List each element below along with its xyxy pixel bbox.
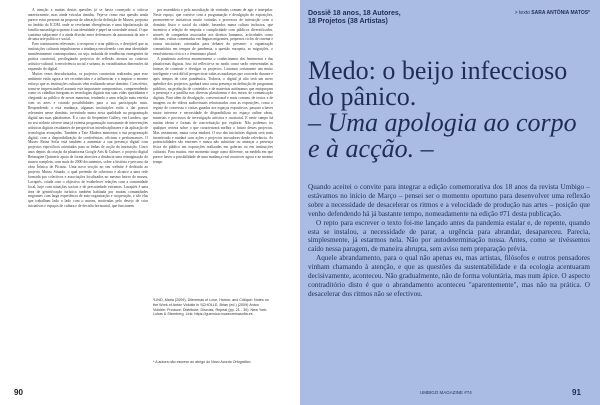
headline-line: do pânico.	[308, 82, 417, 111]
paragraph: Aquele abrandamento, para o qual não apenas eu, mas artistas, filósofos e outros pensadores vinham chamando à atenção, e que as questões da sustentabilidade e da ecologia acentuaram decisivamente, aconteceu. Não gradualmente, não de forma voluntária, mas num ápice. O aspecto contraditório disto é que o abrandamento aconteceu "aparentemente", mas não na prática. O desacelerar dos ritmos não se efectivou.	[308, 254, 590, 298]
text-column-right	[153, 8, 273, 278]
right-page	[300, 0, 600, 405]
headline-line: – Uma apologia ao corpo	[308, 108, 577, 137]
headline-line: Medo: o beijo infeccioso	[308, 56, 568, 85]
paragraph: A atenção a muitas destas questões já se havia começado a colocar anteriormente, mas ainda veiculas tímidas. Veja-se como esta questão ainda parece estar presente na proposta de alteração da definição de Museu, proposta no âmbito do ICOM, onde se revelaram divergências e uma bipolarização da família museológica quanto à sua identidade e papel na sociedade actual. O que continua subjacente é a ainda divisão entre defensores da autonomia da arte e de uma arte política e social.	[28, 8, 148, 42]
paragraph: A pandemia acelerou enormemente o conhecimento dos fenómenos e das plataformas digitais. Isso irá reflectir-se no modo como serão reinventadas as formas de construir e divulgar os projectos. Listamos certamente um muito inteligente e será difícil perspectivar todas as mudanças que ocorrerão durante e após tempos de crise pandémica. Todavia, o digital já não será um mero apêndice dos projectos, ganhará uma outra presença na definição de programas públicos, na produção de conteúdos e de materiais autónomos que enriqueçam a presença e a partilha nas diversas plataformas e dos meios de comunicação digitais. Para além da divulgação, convencional e mais comum, de textos e de imagens ou de vídeos audiovisuais relacionados com as exposições, como o registo de conversas e visitas guiadas aos espaços expositivos, passará a haver maior interesse e necessidade de disponibilizar no espaço online obras, materiais e processos de investigação artística e curatorial. E neste campo há muitas ideias e formas de concretização por explorar. Não podemos ter qualquer certeza sobre o que caracterizará melhor o futuro destes projectos. Mas certamente, muita coisa mudará. O uso das iniciativas digitais será mais incentivado e mudará com ações e projectos inovadores desde relevância. As potencialidades são enormes e nunca não substituir ou ameaçar a presença física do público em exposições realizadas em galerias ou em instituições culturais. Para muitos, este momento surge como diferente, na medida em que parece haver a possibilidade de uma mudança real acontecer agora e ao mesmo tempo	[153, 57, 273, 165]
page-number-right: 91	[572, 388, 581, 397]
author-name: SARA ANTÓNIA MATOS*	[531, 10, 590, 16]
page-number-left: 90	[14, 388, 23, 397]
paragraph: Quando aceitei o convite para integrar a edição comemorativa dos 18 anos da revista Umbigo – estávamos no início de Março – pensei ser o momento oportuno para desenvolver uma reflexão sobre a necessidade de desacelerar os ritmos e a velocidade de produção nas artes – posição que venho defendendo há já bastante tempo, nomeadamente na edição #71 desta publicação.	[308, 183, 590, 218]
author-credit	[515, 10, 590, 16]
dossier-line: 18 Projetos (38 Artistas)	[308, 18, 388, 26]
headline-line: e à acção. –	[308, 134, 434, 163]
credit-label: texto	[519, 10, 530, 16]
arrow-right-icon: >	[514, 10, 518, 16]
paragraph: por assembleia e pela auscultação de vontades comum de agir e interpelar. Neste espaço, que convive com a programação e divulgação de exposições, promovem-se iniciativas muito variadas e processos de interacção com o domínio físico e social da cidade, baseados numa cultura inclusiva, que incentiva a relação de empatia e cumplicidade com públicos diversificados, através de campanhas associadas aos direitos humanos, actividades como oficinas, visitas comentadas em línguas migrantes, pequenos ciclos de cinema e outras iniciativas orientadas para debater do presente: a organização comunitária em tempos de pandemia, a questão europeia, as migrações, o envolvimento cívico e o feminismo plural.	[153, 8, 273, 57]
dossier-heading	[308, 10, 438, 26]
text-column-left	[28, 8, 148, 380]
paragraph: Para continuarem relevantes, a recuperar e criar públicos, e desejável que as instituições culturais impulsionem a mudança envolvendo com uma identidade manifestamente contemporânea, ou seja, imbuída de tendências emergentes da prática curatorial, privilegiando projectos de reflexão atentos ao contexto artístico-cultural, à envolvência social e urbana, às variadíssimas dimensões da expansão do digital.	[28, 42, 148, 71]
paragraph: O repto para escrever o texto foi-me lançado antes da pandemia estalar e, de repente, quando esta se instalou, a necessidade de parar, a urgência para abrandar, desapareceu. Parecia, simplesmente, já estarmos nela. Não por autodeterminação nossa. Antes, como se tivéssemos caído nessa paragem, de maneira abrupta, sem aviso nem preparação prévia.	[308, 218, 590, 254]
article-headline	[308, 58, 590, 162]
orthography-note: * A autora não escreve ao abrigo do Novo Acordo Ortográfico	[153, 360, 251, 364]
magazine-footer: UMBIGO MAGAZINE #74	[420, 390, 472, 395]
paragraph: Muitas vezes desvalorizados, os projectos curatoriais realizados para esse ambiente estão agora a ser reconhecidos e a influenciar e a inspirar o enorme esforço que as instituições culturais vêm realizando nesse domínio. Com efeito, torna-se imprescindível assumir este importante compromisso, compreendendo como os cidadãos integram as tecnologias digitais nas suas vidas quotidianas e chegando ao público de novas maneiras, tendendo a uma relação mais estreita com as artes e criando possibilidades para a sua participação mais. Respondendo a esta mudança, algumas instituições estão a dar passos relevantes nesse domínio, investindo numa nova qualidade na programação digital nas suas plataformas. É o caso da Serpentine Gallery, em Londres, que no seu website oferece uma já extensa programação consonante de intervenções artísticas digitais resultantes de perspectivas interdisciplinares e da aplicação de tecnologias avançadas. Também a Tate Modern aumentou a sua programação digital, com a disponibilização de conferências, oficinas e performances. O Museo Reina Sofia está também a aumentar a sua presença digital com projectos específicos orientados para as linhas de acção da instituição. Cinco anos depois da criação da plataforma Google Arts & Culture, o projecto digital Reimagine Quimeric apoia de forma atractiva a distância uma reimaginação do museu completa, com mais de 2000 documentos, sobre a história e percurso da obra Ícónica de Picasso. Uma nova secção no seu website é dedicada ao projecto Museo Situado, o qual pretende de cobertura e alcance a uma rede formada por colectivos e associações localizados no mesmo bairro do museu, Lavapiés, criada com o objectivo de estabelecer relações com a comunidade local, hoje com situações sociais e de precariedade extremas. Lavapiés é uma área de gentrificação turística também habitada por muitas comunidades migrantes com larga experiência de auto-organização e cooperação, e são elas que trabalham lado a lado com o museu, motivadas pelo desejo de criar iniciativas e espaços de cultura e de decisão horizontal, que funcionem	[28, 71, 148, 209]
dossier-line: Dossiê 18 anos, 18 Autores,	[308, 10, 401, 17]
lead-text	[308, 183, 590, 383]
footnote: ¹LIND, Maria (2009). Dilemmas of Love, Humor, and Critique: Notes on the Work of Anton Vidokle in SCHOLLE, Brian (ed.) (2009) Anton Vidokle: Produce, Distribute, Discuss, Repeat (pp. 21 - 30). New York: Lukas & Sternberg. Link: https://guernica.museoreinasofia.es	[153, 298, 269, 317]
